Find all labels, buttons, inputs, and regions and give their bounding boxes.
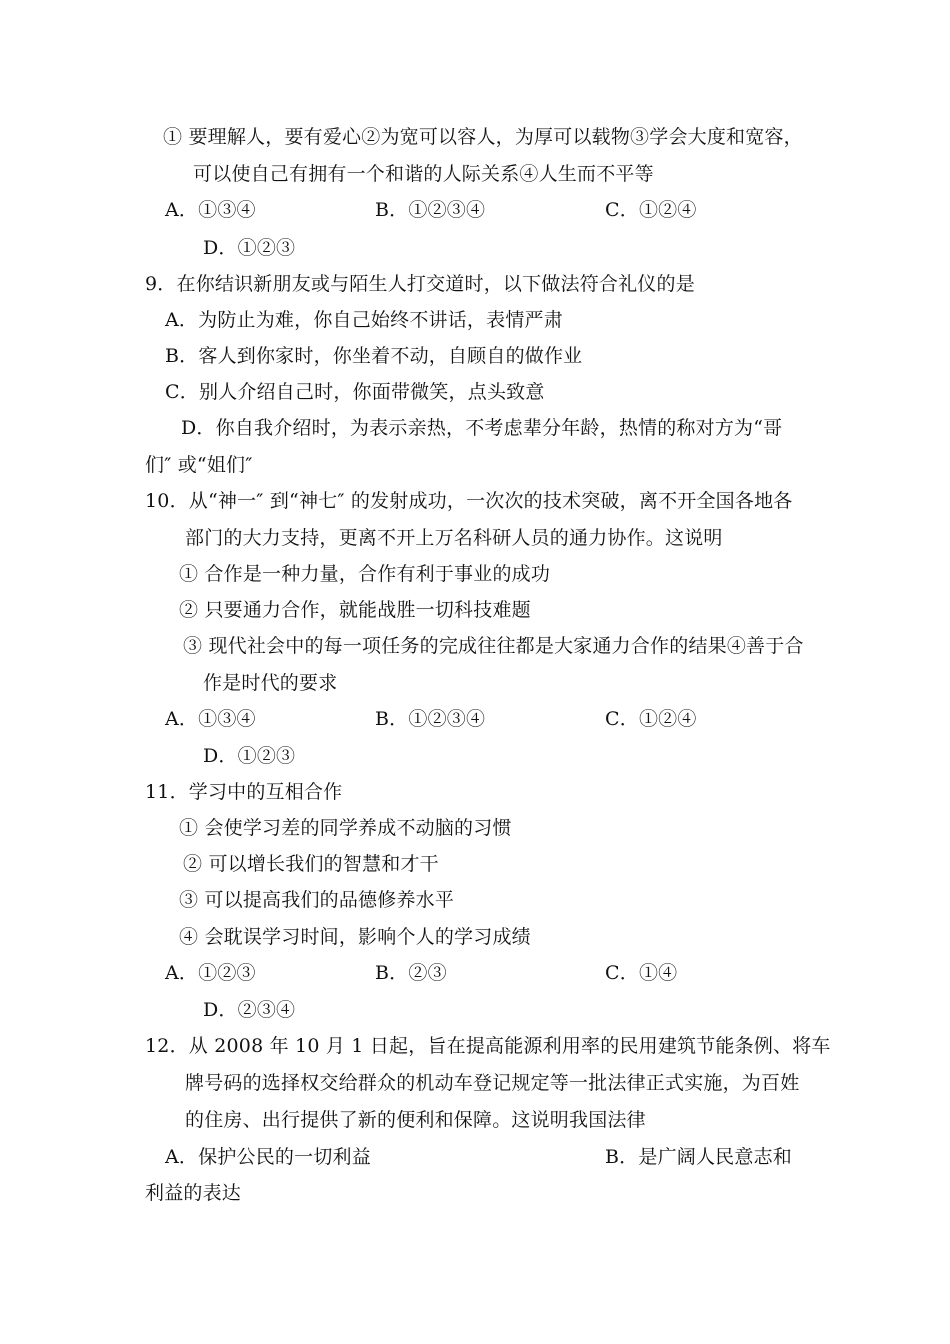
q10-statement-2: ② 只要通力合作，就能战胜一切科技难题: [179, 599, 531, 621]
q9-option-a: A．为防止为难，你自己始终不讲话，表情严肃: [165, 309, 563, 331]
q10-stem-line1: 10．从“神一″ 到“神七″ 的发射成功，一次次的技术突破，离不开全国各地各: [145, 490, 793, 512]
q10-statement-3-line2: 作是时代的要求: [203, 672, 338, 694]
q8-statement-line1: ① 要理解人，要有爱心②为宽可以容人，为厚可以载物③学会大度和宽容，: [163, 126, 803, 148]
q11-option-b: B．②③: [375, 962, 447, 984]
q11-option-a: A．①②③: [165, 962, 256, 984]
q10-option-d: D．①②③: [203, 745, 296, 767]
q8-option-d: D．①②③: [203, 237, 296, 259]
q11-statement-2: ② 可以增长我们的智慧和才干: [183, 853, 439, 875]
q9-option-d-line1: D．你自我介绍时，为表示亲热，不考虑辈分年龄，热情的称对方为“哥: [181, 417, 783, 439]
q11-option-c: C．①④: [605, 962, 678, 984]
q10-option-b: B．①②③④: [375, 708, 486, 730]
q8-statement-line2: 可以使自己有拥有一个和谐的人际关系④人生而不平等: [193, 163, 654, 185]
q10-option-c: C．①②④: [605, 708, 697, 730]
q10-stem-line2: 部门的大力支持，更离不开上万名科研人员的通力协作。这说明: [185, 527, 723, 549]
q10-option-a: A．①③④: [165, 708, 256, 730]
q9-stem: 9．在你结识新朋友或与陌生人打交道时，以下做法符合礼仪的是: [145, 273, 695, 295]
q8-option-c: C．①②④: [605, 199, 697, 221]
q12-stem-line3: 的住房、出行提供了新的便利和保障。这说明我国法律: [185, 1109, 646, 1131]
q8-option-a: A．①③④: [165, 199, 256, 221]
q11-option-d: D．②③④: [203, 999, 296, 1021]
q11-statement-1: ① 会使学习差的同学养成不动脑的习惯: [179, 817, 512, 839]
q8-option-b: B．①②③④: [375, 199, 486, 221]
q12-option-b: B．是广阔人民意志和: [605, 1146, 792, 1168]
q11-statement-3: ③ 可以提高我们的品德修养水平: [179, 889, 455, 911]
q9-option-d-line2: 们″ 或“姐们″: [145, 454, 253, 476]
q11-stem: 11．学习中的互相合作: [145, 781, 343, 803]
q12-stem-line1: 12．从 2008 年 10 月 1 日起，旨在提高能源利用率的民用建筑节能条例、将车: [145, 1035, 831, 1057]
q12-option-a: A．保护公民的一切利益: [165, 1146, 371, 1168]
q10-statement-1: ① 合作是一种力量，合作有利于事业的成功: [179, 563, 551, 585]
q12-stem-line2: 牌号码的选择权交给群众的机动车登记规定等一批法律正式实施，为百姓: [185, 1072, 800, 1094]
q9-option-c: C．别人介绍自己时，你面带微笑，点头致意: [165, 381, 545, 403]
q11-statement-4: ④ 会耽误学习时间，影响个人的学习成绩: [179, 926, 531, 948]
q9-option-b: B．客人到你家时，你坐着不动，自顾自的做作业: [165, 345, 583, 367]
q10-statement-3-line1: ③ 现代社会中的每一项任务的完成往往都是大家通力合作的结果④善于合: [183, 635, 804, 657]
q12-option-b-continuation: 利益的表达: [145, 1182, 242, 1204]
